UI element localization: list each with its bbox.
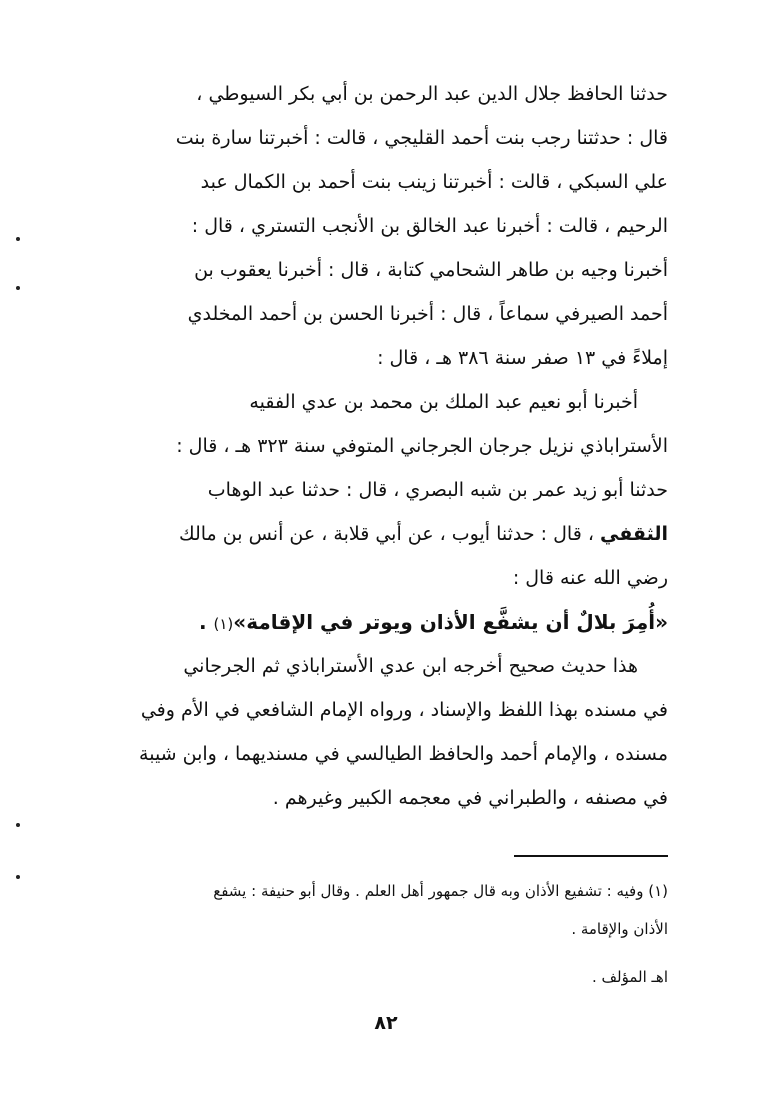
scan-speck [16, 875, 20, 879]
footnote-author-note: اهـ المؤلف . [591, 968, 668, 986]
text-line: حدثنا الحافظ جلال الدين عبد الرحمن بن أبي بكر السيوطي ، [196, 83, 668, 105]
hadith-end: . [198, 610, 214, 634]
footnote-divider [514, 855, 668, 857]
main-text [104, 72, 668, 820]
text-line: الرحيم ، قالت : أخبرنا عبد الخالق بن الأنجب التستري ، قال : [191, 215, 668, 237]
scan-speck [16, 286, 20, 290]
text-line: مسنده ، والإمام أحمد والحافظ الطيالسي في مسنديهما ، وابن شيبة [139, 743, 668, 765]
text-fragment: ، قال : حدثنا أيوب ، عن أبي قلابة ، عن أنس بن مالك [178, 523, 601, 545]
text-line: أخبرنا أبو نعيم عبد الملك بن محمد بن عدي الفقيه [249, 391, 638, 413]
footnote-line: الأذان والإقامة . [571, 920, 668, 938]
text-line: في مسنده بهذا اللفظ والإسناد ، ورواه الإمام الشافعي في الأم وفي [140, 699, 668, 721]
footnotes [104, 872, 668, 996]
text-line [104, 512, 668, 556]
text-line: أخبرنا وجيه بن طاهر الشحامي كتابة ، قال : أخبرنا يعقوب بن [194, 259, 668, 281]
text-line: هذا حديث صحيح أخرجه ابن عدي الأستراباذي ثم الجرجاني [183, 655, 638, 677]
text-line: في مصنفه ، والطبراني في معجمه الكبير وغيرهم . [272, 787, 668, 809]
text-line: رضي الله عنه قال : [512, 567, 668, 589]
text-line: حدثنا أبو زيد عمر بن شبه البصري ، قال : حدثنا عبد الوهاب [207, 479, 668, 501]
text-line: الأستراباذي نزيل جرجان الجرجاني المتوفي سنة ٣٢٣ هـ ، قال : [176, 435, 668, 457]
page-number: ٨٢ [374, 1012, 398, 1034]
scan-speck [16, 823, 20, 827]
text-line: علي السبكي ، قالت : أخبرتنا زينب بنت أحمد بن الكمال عبد [200, 171, 668, 193]
scan-speck [16, 237, 20, 241]
hadith-quote: «أُمِرَ بلالٌ أن يشفَّع الأذان ويوتر في الإقامة» [233, 610, 668, 634]
bold-word: الثقفي [600, 523, 668, 545]
text-line: أحمد الصيرفي سماعاً ، قال : أخبرنا الحسن بن أحمد المخلدي [187, 303, 668, 325]
footnote-line: (١) وفيه : تشفيع الأذان وبه قال جمهور أهل العلم . وقال أبو حنيفة : يشفع [213, 882, 668, 900]
text-line: إملاءً في ١٣ صفر سنة ٣٨٦ هـ ، قال : [377, 347, 668, 369]
hadith-text [104, 600, 668, 644]
footnote-reference: (١) [213, 615, 234, 633]
text-line: قال : حدثتنا رجب بنت أحمد القليجي ، قالت : أخبرتنا سارة بنت [175, 127, 668, 149]
